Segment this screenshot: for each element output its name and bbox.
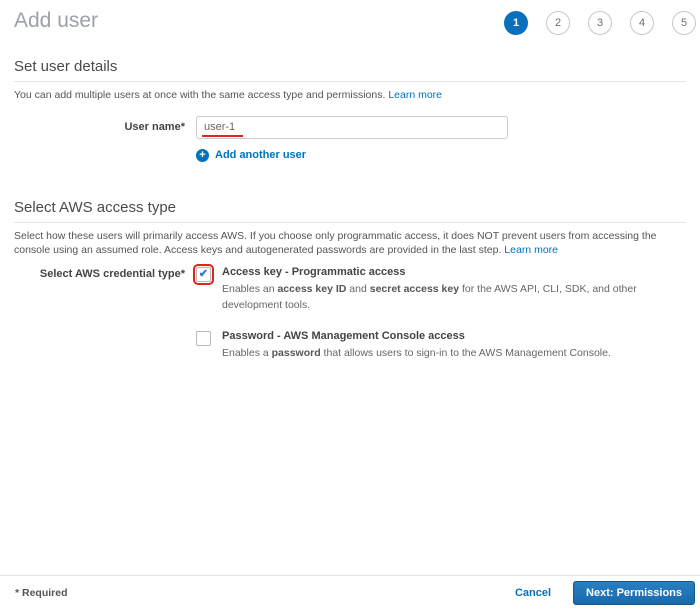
set-user-details-heading: Set user details [14, 58, 118, 75]
credential-type-label: Select AWS credential type* [39, 268, 185, 281]
credential-options [196, 266, 656, 361]
wizard-footer [0, 575, 700, 610]
footer-actions [515, 581, 695, 605]
credential-type-row [14, 266, 686, 361]
desc-part: that allows users to sign-in to the AWS Management Console. [320, 346, 611, 359]
username-input[interactable] [196, 116, 508, 139]
access-key-option [196, 266, 656, 314]
checkmark-icon: ✔ [198, 268, 209, 281]
add-another-user-label: Add another user [215, 149, 307, 162]
password-option-desc [222, 346, 611, 362]
access-key-checkbox[interactable] [196, 267, 211, 282]
username-row [14, 116, 686, 162]
access-key-option-label[interactable]: Access key - Programmatic access [222, 266, 406, 279]
step-2-indicator[interactable]: 2 [546, 11, 570, 35]
step-1-indicator[interactable]: 1 [504, 11, 528, 35]
username-input-wrap [196, 116, 508, 139]
password-option-label[interactable]: Password - AWS Management Console access [222, 329, 465, 342]
section-divider [14, 81, 686, 82]
next-permissions-button[interactable]: Next: Permissions [573, 581, 695, 605]
step-5-indicator[interactable]: 5 [672, 11, 696, 35]
plus-circle-icon: + [196, 149, 209, 162]
cancel-button[interactable]: Cancel [514, 587, 552, 599]
desc-part-bold: access key ID [277, 283, 347, 296]
password-option [196, 330, 656, 362]
access-key-option-text [222, 266, 656, 314]
username-label: User name* [124, 120, 185, 133]
step-3-indicator[interactable]: 3 [588, 11, 612, 35]
learn-more-link-user-details[interactable]: Learn more [388, 89, 443, 101]
password-checkbox[interactable] [196, 331, 211, 346]
desc-part: and [346, 283, 370, 296]
access-key-option-desc [222, 282, 656, 314]
access-type-description [14, 229, 674, 258]
step-4-indicator[interactable]: 4 [630, 11, 654, 35]
page-title: Add user [14, 9, 99, 32]
desc-part: Enables a [222, 346, 272, 359]
page-header [0, 0, 700, 35]
desc-part-bold: password [271, 346, 321, 359]
section-divider-2 [14, 222, 686, 223]
user-details-description [14, 88, 674, 103]
access-type-description-text: Select how these users will primarily access AWS. If you choose only programmatic access, it does NOT prevent users from accessing the console using an assumed role. Access keys and autogenerated passwords are provided in the last step. [14, 229, 657, 257]
desc-part: for the AWS API, CLI, SDK, and other development tools. [222, 283, 637, 311]
user-details-description-text: You can add multiple users at once with the same access type and permissions. [14, 89, 386, 101]
select-access-type-heading: Select AWS access type [14, 198, 177, 216]
password-option-text [222, 330, 611, 362]
learn-more-link-access-type[interactable]: Learn more [504, 244, 558, 257]
username-control [196, 116, 508, 162]
main-content [0, 58, 700, 361]
desc-part: Enables an [222, 283, 278, 296]
wizard-step-indicator [504, 11, 696, 35]
add-another-user-button[interactable] [196, 149, 508, 162]
required-note: * Required [15, 587, 68, 599]
desc-part-bold: secret access key [369, 283, 460, 296]
